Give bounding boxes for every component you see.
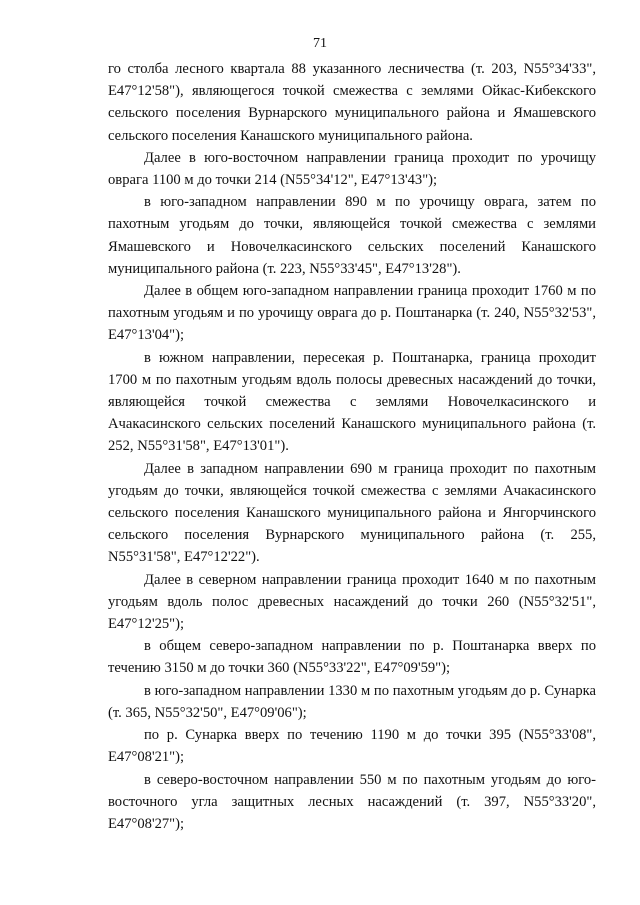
- paragraph-7: Далее в северном направлении граница проходит 1640 м по пахотным угодьям вдоль полос древесных насаждений до точки 260 (N55°32'51", E47°12'25");: [108, 571, 596, 633]
- paragraph-2: Далее в юго-восточном направлении граница проходит по урочищу оврага 1100 м до точки 214 (N55°34'12", E47°13'43");: [108, 149, 596, 189]
- paragraph-5: в южном направлении, пересекая р. Поштанарка, граница проходит 1700 м по пахотным угодьям вдоль полосы древесных насаждений до точки, являющейся точкой смежества с землями Новочелкасинского и Ачакасинского сельских поселений Канашского муниципального района (т. 252, N55°31'58", E47°13'01").: [108, 349, 596, 455]
- document-body: [108, 58, 596, 835]
- paragraph-4: Далее в общем юго-западном направлении граница проходит 1760 м по пахотным угодьям и по урочищу оврага до р. Поштанарка (т. 240, N55°32'53", E47°13'04");: [108, 283, 596, 344]
- paragraph-11: в северо-восточном направлении 550 м по пахотным угодьям до юго-восточного угла защитных лесных насаждений (т. 397, N55°33'20", E47°08'27");: [108, 771, 596, 832]
- paragraph-9: в юго-западном направлении 1330 м по пахотным угодьям до р. Сунарка (т. 365, N55°32'50", E47°09'06");: [108, 682, 596, 721]
- page-number: 71: [313, 36, 327, 51]
- paragraph-6: Далее в западном направлении 690 м граница проходит по пахотным угодьям до точки, являющейся точкой смежества с землями Ачакасинского сельского поселения Канашского муниципального района и Янгорчинского сельского поселения Вурнарского муниципального района (т. 255, N55°31'58", E47°12'22").: [108, 460, 596, 566]
- paragraph-10: по р. Сунарка вверх по течению 1190 м до точки 395 (N55°33'08", E47°08'21");: [108, 727, 596, 766]
- paragraph-8: в общем северо-западном направлении по р. Поштанарка вверх по течению 3150 м до точки 360 (N55°33'22", E47°09'59");: [108, 638, 596, 677]
- paragraph-3: в юго-западном направлении 890 м по урочищу оврага, затем по пахотным угодьям до точки, являющейся точкой смежества с землями Ямашевского и Новочелкасинского сельских поселений Канашского муниципального района (т. 223, N55°33'45", E47°13'28").: [108, 194, 596, 277]
- paragraph-1: го столба лесного квартала 88 указанного лесничества (т. 203, N55°34'33", E47°12'58"), являющегося точкой смежества с землями Ойкас-Кибекского сельского поселения Вурнарского муниципального района и Ямашевского сельского поселения Канашского муниципального района.: [108, 61, 596, 144]
